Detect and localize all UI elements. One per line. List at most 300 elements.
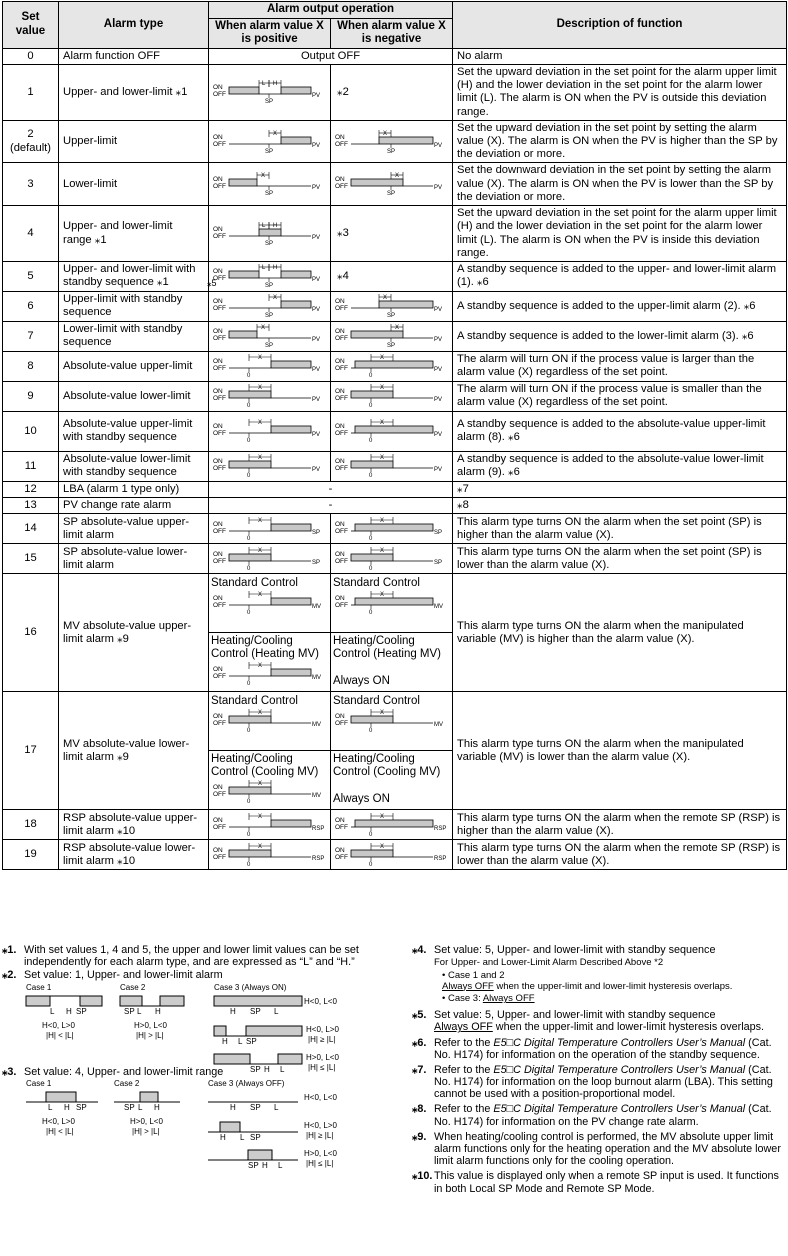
svg-text:OFF: OFF (213, 275, 226, 283)
svg-text:OFF: OFF (335, 557, 348, 565)
set-value-cell (3, 64, 59, 120)
svg-text:L: L (274, 1102, 279, 1112)
negative-operation-cell (331, 64, 453, 120)
svg-text:X: X (258, 813, 263, 820)
note-2: ⁎2. Set value: 1, Upper- and lower-limit alarm (2, 969, 223, 982)
svg-text:PV: PV (312, 367, 321, 374)
svg-text:0: 0 (369, 831, 373, 838)
svg-text:OFF: OFF (335, 365, 348, 373)
set-value: 12 (24, 482, 37, 495)
svg-text:ON: ON (335, 520, 345, 528)
svg-text:PV: PV (434, 467, 443, 474)
set-value-cell (3, 351, 59, 381)
case-label: Case 2 (120, 982, 146, 992)
positive-operation-cell (209, 321, 331, 351)
svg-text:MV: MV (434, 604, 443, 611)
svg-text:OFF: OFF (335, 720, 348, 728)
svg-text:L: L (238, 1036, 243, 1046)
svg-text:0: 0 (247, 535, 251, 542)
heating-cooling-label: Heating/Cooling Control (Cooling MV) (333, 752, 441, 779)
svg-text:PV: PV (312, 467, 321, 474)
set-value-cell (3, 692, 59, 810)
svg-text:H: H (222, 1036, 228, 1046)
svg-text:H: H (220, 1132, 226, 1142)
set-value-cell (3, 381, 59, 411)
alarm-type-cell: Upper- and lower-limit ⁎1 (59, 64, 209, 120)
svg-text:L: L (48, 1102, 53, 1112)
svg-text:PV: PV (434, 142, 443, 149)
svg-text:H: H (64, 1102, 70, 1112)
svg-text:X: X (380, 517, 385, 524)
svg-text:MV: MV (312, 675, 321, 682)
alarm-type-cell: Upper- and lower-limit range ⁎1 (59, 206, 209, 262)
set-value: 18 (24, 818, 37, 831)
output-waveform-diagram (211, 221, 327, 247)
svg-text:PV: PV (312, 307, 321, 314)
svg-text:0: 0 (369, 438, 373, 445)
positive-operation-cell (209, 120, 331, 163)
table-row (3, 840, 787, 870)
svg-text:ON: ON (213, 176, 223, 184)
svg-text:X: X (258, 843, 263, 850)
alarm-type-cell: MV absolute-value upper-limit alarm ⁎9 (59, 574, 209, 692)
note-3-case-diagrams (2, 1078, 406, 1198)
set-value-cell (3, 574, 59, 692)
svg-text:0: 0 (247, 799, 251, 806)
svg-text:RSP: RSP (312, 855, 325, 862)
set-value: 7 (27, 329, 34, 342)
set-value-cell (3, 291, 59, 321)
svg-text:OFF: OFF (213, 557, 226, 565)
svg-text:0: 0 (369, 403, 373, 410)
svg-text:H: H (262, 1160, 268, 1170)
description-cell: A standby sequence is added to the absolute-value upper-limit alarm (8). ⁎6 (453, 411, 787, 451)
output-waveform-diagram (211, 293, 327, 319)
svg-text:ON: ON (335, 388, 345, 396)
svg-text:Case 2: Case 2 (114, 1078, 140, 1088)
svg-text:X: X (380, 547, 385, 554)
positive-operation-cell (209, 411, 331, 451)
set-value: 10 (24, 424, 37, 437)
table-row (3, 451, 787, 481)
note-10: ⁎10. This value is displayed only when a remote SP input is used. It functions in both Local SP Mode and Remote SP Mode. (412, 1170, 779, 1195)
svg-text:X: X (380, 385, 385, 392)
negative-operation-cell (331, 321, 453, 351)
svg-text:OFF: OFF (213, 430, 226, 438)
standard-control-label: Standard Control (211, 576, 298, 589)
svg-text:ON: ON (213, 84, 223, 92)
output-waveform-diagram (211, 453, 327, 479)
output-waveform-diagram (211, 779, 327, 805)
svg-text:OFF: OFF (213, 527, 226, 535)
negative-operation-cell (331, 120, 453, 163)
svg-text:X: X (258, 547, 263, 554)
svg-text:SP: SP (265, 343, 274, 350)
output-waveform-diagram (333, 812, 449, 838)
svg-text:0: 0 (369, 473, 373, 480)
col-header-negative: When alarm value X is negative (331, 18, 453, 48)
svg-text:X: X (258, 663, 263, 670)
svg-text:ON: ON (213, 520, 223, 528)
svg-text:Case 3 (Always OFF): Case 3 (Always OFF) (208, 1078, 285, 1088)
svg-text:ON: ON (213, 268, 223, 276)
negative-operation-cell (331, 381, 453, 411)
negative-note-ref: ⁎3 (337, 226, 349, 239)
svg-text:RSP: RSP (434, 855, 447, 862)
svg-text:PV: PV (312, 142, 321, 149)
svg-text:L: L (274, 1006, 279, 1016)
output-waveform-diagram (211, 323, 327, 349)
description-cell: No alarm (453, 48, 787, 64)
description-cell: ⁎8 (453, 498, 787, 514)
svg-text:0: 0 (369, 728, 373, 735)
svg-text:ON: ON (213, 133, 223, 141)
svg-text:L: L (137, 1006, 142, 1016)
svg-text:H: H (230, 1102, 236, 1112)
note-3: ⁎3. Set value: 4, Upper- and lower-limit range (2, 1065, 224, 1078)
svg-text:ON: ON (335, 458, 345, 466)
output-waveform-diagram (211, 383, 327, 409)
svg-text:H: H (273, 265, 278, 272)
set-value: 5 (27, 269, 34, 282)
svg-text:ON: ON (335, 550, 345, 558)
svg-text:ON: ON (213, 328, 223, 336)
alarm-type-cell: Upper- and lower-limit with standby sequence ⁎1 (59, 261, 209, 291)
svg-text:MV: MV (312, 722, 321, 729)
positive-operation-cell (209, 206, 331, 262)
alarm-type-table (2, 1, 787, 870)
output-waveform-diagram (333, 708, 449, 734)
table-row (3, 48, 787, 64)
svg-text:H: H (154, 1102, 160, 1112)
svg-text:L: L (50, 1006, 55, 1016)
svg-text:ON: ON (335, 328, 345, 336)
set-value-cell (3, 481, 59, 497)
svg-text:OFF: OFF (213, 335, 226, 343)
set-value-cell (3, 498, 59, 514)
svg-text:OFF: OFF (335, 465, 348, 473)
svg-text:0: 0 (369, 373, 373, 380)
svg-text:X: X (258, 781, 263, 788)
positive-note-ref: ⁎5 (207, 278, 217, 289)
output-waveform-diagram (211, 418, 327, 444)
alarm-type-cell: Absolute-value upper-limit with standby sequence (59, 411, 209, 451)
table-row (3, 481, 787, 497)
set-value: 9 (27, 389, 34, 402)
svg-text:ON: ON (213, 595, 223, 603)
description-cell: A standby sequence is added to the upper- and lower-limit alarm (1). ⁎6 (453, 261, 787, 291)
positive-operation-cell (209, 291, 331, 321)
set-value-cell (3, 48, 59, 64)
svg-text:ON: ON (213, 225, 223, 233)
svg-text:OFF: OFF (213, 305, 226, 313)
output-waveform-diagram (333, 293, 449, 319)
svg-text:OFF: OFF (213, 720, 226, 728)
set-value: 11 (24, 459, 37, 472)
svg-text:H<0, L>0: H<0, L>0 (304, 1120, 337, 1130)
svg-text:L: L (262, 222, 266, 229)
svg-text:OFF: OFF (335, 602, 348, 610)
svg-text:0: 0 (369, 535, 373, 542)
svg-text:SP: SP (265, 240, 274, 247)
svg-text:ON: ON (335, 713, 345, 721)
svg-text:H>0, L<0: H>0, L<0 (134, 1020, 167, 1030)
svg-text:SP: SP (312, 559, 321, 566)
svg-text:OFF: OFF (213, 673, 226, 681)
svg-text:SP: SP (76, 1006, 87, 1016)
svg-text:H: H (264, 1064, 270, 1074)
positive-operation-cell (209, 381, 331, 411)
output-waveform-diagram (333, 418, 449, 444)
svg-text:0: 0 (247, 373, 251, 380)
svg-text:|H| ≥ |L|: |H| ≥ |L| (308, 1034, 336, 1044)
heating-cooling-label: Heating/Cooling Control (Heating MV) (333, 634, 442, 661)
positive-operation-cell (209, 261, 331, 291)
set-value-default: (default) (9, 141, 52, 154)
svg-text:|H| ≤ |L|: |H| ≤ |L| (306, 1158, 334, 1168)
svg-text:ON: ON (213, 423, 223, 431)
heating-cooling-label: Heating/Cooling Control (Heating MV) (211, 634, 320, 661)
output-waveform-diagram (211, 812, 327, 838)
svg-text:H<0, L<0: H<0, L<0 (304, 996, 337, 1006)
alarm-type-cell: Absolute-value lower-limit with standby sequence (59, 451, 209, 481)
table-row (3, 810, 787, 840)
set-value-cell (3, 840, 59, 870)
set-value: 4 (27, 226, 34, 239)
output-waveform-diagram (211, 842, 327, 868)
positive-operation-cell (209, 514, 331, 544)
alarm-type-cell: RSP absolute-value upper-limit alarm ⁎10 (59, 810, 209, 840)
svg-text:H<0, L>0: H<0, L>0 (306, 1024, 339, 1034)
svg-text:H>0, L<0: H>0, L<0 (130, 1116, 163, 1126)
table-row (3, 321, 787, 351)
standard-control-label: Standard Control (333, 694, 420, 707)
note-9: ⁎9. When heating/cooling control is performed, the MV absolute upper limit alarm functions only for the heating operation and the MV absolute lower limit alarm functions only for the cooling operation. (412, 1130, 781, 1168)
svg-text:L: L (280, 1064, 285, 1074)
negative-operation-cell (331, 810, 453, 840)
set-value-cell (3, 411, 59, 451)
svg-text:X: X (273, 130, 278, 137)
col-header-output-operation: Alarm output operation (209, 2, 453, 19)
alarm-type-cell: SP absolute-value lower-limit alarm (59, 544, 209, 574)
description-cell: This alarm type turns ON the alarm when the manipulated variable (MV) is lower than the alarm value (X). (453, 692, 787, 810)
svg-text:X: X (380, 592, 385, 599)
svg-text:X: X (258, 385, 263, 392)
svg-text:OFF: OFF (213, 791, 226, 799)
col-header-alarm-type: Alarm type (59, 2, 209, 49)
svg-text:0: 0 (369, 565, 373, 572)
svg-text:0: 0 (247, 728, 251, 735)
alarm-type-cell: Upper-limit with standby sequence (59, 291, 209, 321)
heating-cooling-label: Heating/Cooling Control (Cooling MV) (211, 752, 319, 779)
description-cell: Set the upward deviation in the set point for the alarm upper limit (H) and the lower deviation in the set point for the alarm lower limit (L). The alarm is ON when the PV is outside this deviation range. (453, 64, 787, 120)
svg-text:OFF: OFF (213, 465, 226, 473)
svg-text:X: X (383, 130, 388, 137)
alarm-type-cell: Upper-limit (59, 120, 209, 163)
table-row (3, 206, 787, 262)
svg-text:X: X (258, 420, 263, 427)
standard-control-label: Standard Control (211, 694, 298, 707)
svg-text:OFF: OFF (335, 183, 348, 191)
svg-text:X: X (258, 710, 263, 717)
svg-text:H: H (155, 1006, 161, 1016)
svg-text:ON: ON (213, 458, 223, 466)
svg-text:SP: SP (265, 283, 274, 290)
col-header-description: Description of function (453, 2, 787, 49)
alarm-type-cell: RSP absolute-value lower-limit alarm ⁎10 (59, 840, 209, 870)
description-cell: A standby sequence is added to the absolute-value lower-limit alarm (9). ⁎6 (453, 451, 787, 481)
svg-text:OFF: OFF (335, 305, 348, 313)
positive-operation-cell (209, 840, 331, 870)
svg-text:OFF: OFF (335, 140, 348, 148)
negative-operation-cell (331, 291, 453, 321)
svg-text:SP: SP (124, 1102, 135, 1112)
note-1: ⁎1. With set values 1, 4 and 5, the upper and lower limit values can be set independently for each alarm type, and are expressed as “L” and “H.” (2, 944, 359, 969)
svg-text:SP: SP (434, 529, 443, 536)
svg-text:L: L (278, 1160, 283, 1170)
set-value: 3 (27, 177, 34, 190)
description-cell: A standby sequence is added to the upper-limit alarm (2). ⁎6 (453, 291, 787, 321)
alarm-type-cell: Absolute-value upper-limit (59, 351, 209, 381)
svg-text:X: X (395, 173, 400, 180)
output-waveform-diagram (211, 546, 327, 572)
svg-text:OFF: OFF (213, 91, 226, 99)
svg-text:SP: SP (265, 148, 274, 155)
always-on-label: Always ON (333, 675, 390, 688)
output-waveform-diagram (333, 353, 449, 379)
negative-operation-cell (331, 206, 453, 262)
output-waveform-diagram (211, 661, 327, 687)
svg-text:ON: ON (213, 784, 223, 792)
svg-text:ON: ON (335, 298, 345, 306)
output-waveform-diagram (211, 79, 327, 105)
svg-text:ON: ON (335, 176, 345, 184)
description-cell: The alarm will turn ON if the process value is smaller than the alarm value (X) regardless of the set point. (453, 381, 787, 411)
svg-text:0: 0 (247, 438, 251, 445)
alarm-type-cell: LBA (alarm 1 type only) (59, 481, 209, 497)
svg-text:OFF: OFF (213, 823, 226, 831)
svg-text:SP: SP (434, 559, 443, 566)
svg-text:ON: ON (213, 666, 223, 674)
set-value: 17 (24, 744, 37, 757)
table-row (3, 64, 787, 120)
svg-text:H>0, L<0: H>0, L<0 (304, 1148, 337, 1158)
set-value: 6 (27, 299, 34, 312)
note-8: ⁎8. Refer to the E5□C Digital Temperature Controllers User’s Manual (Cat. No. H174) for information on the PV change rate alarm. (412, 1103, 772, 1128)
description-cell: The alarm will turn ON if the process value is larger than the alarm value (X) regardless of the set point. (453, 351, 787, 381)
alarm-type-cell: Lower-limit with standby sequence (59, 321, 209, 351)
output-operation-cell: - (209, 481, 453, 497)
svg-text:|H| ≤ |L|: |H| ≤ |L| (308, 1062, 336, 1072)
svg-text:ON: ON (335, 133, 345, 141)
svg-text:PV: PV (312, 277, 321, 284)
svg-text:OFF: OFF (213, 232, 226, 240)
negative-operation-cell (331, 840, 453, 870)
svg-text:X: X (380, 710, 385, 717)
note-5: ⁎5. Set value: 5, Upper- and lower-limit with standby sequence Always OFF when the upper-limit and lower-limit hysteresis overlaps. (412, 1009, 765, 1034)
set-value: 0 (27, 49, 34, 62)
svg-text:H: H (230, 1006, 236, 1016)
svg-text:SP: SP (250, 1064, 261, 1074)
set-value-cell (3, 544, 59, 574)
svg-text:PV: PV (312, 337, 321, 344)
table-row (3, 351, 787, 381)
description-cell: This alarm type turns ON the alarm when the set point (SP) is lower than the alarm value (X). (453, 544, 787, 574)
output-operation-cell: - (209, 498, 453, 514)
svg-text:PV: PV (434, 307, 443, 314)
svg-text:0: 0 (369, 610, 373, 617)
set-value: 13 (24, 499, 37, 512)
svg-text:X: X (273, 295, 278, 302)
output-operation-cell: Output OFF (209, 48, 453, 64)
svg-text:MV: MV (434, 722, 443, 729)
alarm-type-cell: SP absolute-value upper-limit alarm (59, 514, 209, 544)
svg-text:ON: ON (213, 713, 223, 721)
svg-text:MV: MV (312, 793, 321, 800)
description-cell: This alarm type turns ON the alarm when the remote SP (RSP) is higher than the alarm value (X). (453, 810, 787, 840)
negative-operation-cell (331, 261, 453, 291)
table-row (3, 544, 787, 574)
svg-text:SP: SP (387, 343, 396, 350)
svg-text:H: H (66, 1006, 72, 1016)
alarm-type-cell: Alarm function OFF (59, 48, 209, 64)
always-on-label: Always ON (333, 793, 390, 806)
svg-text:SP: SP (265, 191, 274, 198)
note-4: ⁎4. Set value: 5, Upper- and lower-limit with standby sequence For Upper- and Lower-Limit Alarm Described Above *2 • Case 1 and 2 Always OFF when the upper-limit and lower-limit hysteresis overlaps. • Case 3: Always OFF (412, 944, 733, 1005)
svg-text:X: X (261, 173, 266, 180)
svg-text:PV: PV (312, 93, 321, 100)
set-value: 2 (27, 128, 34, 141)
svg-text:SP: SP (312, 529, 321, 536)
negative-operation-cell (331, 163, 453, 206)
set-value-cell (3, 321, 59, 351)
table-row (3, 261, 787, 291)
svg-text:RSP: RSP (312, 825, 325, 832)
table-row (3, 120, 787, 163)
svg-text:PV: PV (312, 432, 321, 439)
svg-text:PV: PV (434, 185, 443, 192)
svg-text:X: X (380, 843, 385, 850)
description-cell: ⁎7 (453, 481, 787, 497)
negative-note-ref: ⁎4 (337, 269, 349, 282)
negative-operation-cell (331, 451, 453, 481)
svg-text:X: X (380, 420, 385, 427)
svg-text:OFF: OFF (213, 853, 226, 861)
svg-text:X: X (380, 355, 385, 362)
svg-text:SP: SP (246, 1036, 257, 1046)
svg-text:0: 0 (247, 610, 251, 617)
set-value-cell (3, 810, 59, 840)
case-label: Case 3 (Always ON) (214, 982, 287, 992)
positive-operation-cell (209, 451, 331, 481)
svg-text:PV: PV (434, 397, 443, 404)
output-waveform-diagram (211, 171, 327, 197)
svg-text:X: X (380, 455, 385, 462)
svg-text:OFF: OFF (335, 823, 348, 831)
table-row (3, 498, 787, 514)
svg-text:0: 0 (369, 861, 373, 868)
note-7: ⁎7. Refer to the E5□C Digital Temperature Controllers User’s Manual (Cat. No. H174) for information on the loop burnout alarm (LBA). This setting cannot be used with a position-proportional model. (412, 1063, 773, 1101)
negative-note-ref: ⁎2 (337, 85, 349, 98)
description-cell: This alarm type turns ON the alarm when the manipulated variable (MV) is higher than the alarm value (X). (453, 574, 787, 692)
svg-text:OFF: OFF (335, 527, 348, 535)
svg-text:SP: SP (265, 313, 274, 320)
table-row (3, 514, 787, 544)
svg-text:PV: PV (312, 234, 321, 241)
svg-text:0: 0 (247, 403, 251, 410)
svg-text:|H| < |L|: |H| < |L| (46, 1030, 74, 1040)
svg-text:X: X (258, 592, 263, 599)
